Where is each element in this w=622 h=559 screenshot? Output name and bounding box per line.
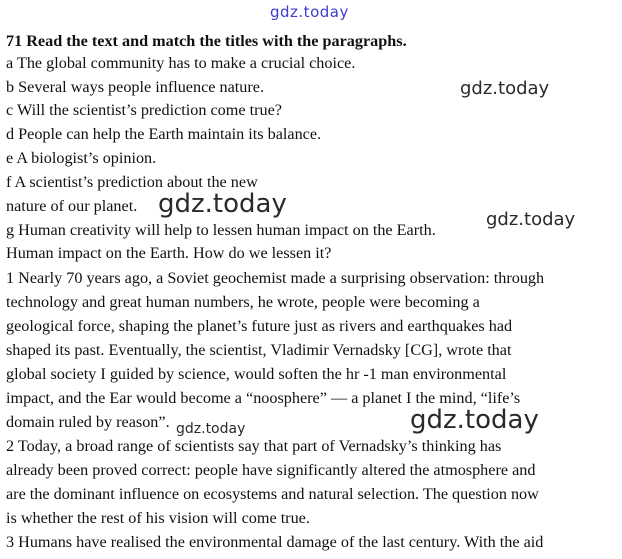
watermark: gdz.today [158, 189, 287, 219]
exercise-heading: 71 Read the text and match the titles with the paragraphs. [6, 32, 407, 50]
article-line: geological force, shaping the planet’s future just as rivers and earthquakes had [6, 317, 513, 335]
title-c: c Will the scientist’s prediction come true? [6, 101, 282, 119]
article-line: shaped its past. Eventually, the scientist, Vladimir Vernadsky [CG], wrote that [6, 341, 512, 359]
article-line: global society I guided by science, would soften the hr -1 man environmental [6, 365, 507, 383]
article-line: are the dominant influence on ecosystems and natural selection. The question now [6, 485, 539, 503]
watermark: gdz.today [176, 421, 246, 437]
title-e: e A biologist’s opinion. [6, 149, 157, 167]
watermark: gdz.today [486, 209, 576, 230]
article-line: already been proved correct: people have significantly altered the atmosphere and [6, 461, 536, 479]
article-line: 3 Humans have realised the environmental damage of the last century. With the aid [6, 533, 544, 551]
article-line: domain ruled by reason”. [6, 413, 170, 431]
watermark: gdz.today [410, 405, 539, 435]
watermark: gdz.today [460, 78, 550, 99]
title-f-continued: nature of our planet. [6, 197, 138, 215]
title-b: b Several ways people influence nature. [6, 78, 264, 96]
title-d: d People can help the Earth maintain its balance. [6, 125, 322, 143]
title-a: a The global community has to make a crucial choice. [6, 54, 356, 72]
article-line: 2 Today, a broad range of scientists say that part of Vernadsky’s thinking has [6, 437, 502, 455]
watermark: gdz.today [270, 3, 349, 21]
article-title: Human impact on the Earth. How do we lessen it? [6, 244, 332, 262]
title-g: g Human creativity will help to lessen human impact on the Earth. [6, 221, 436, 239]
article-line: is whether the rest of his vision will come true. [6, 509, 310, 527]
title-f: f A scientist’s prediction about the new [6, 173, 258, 191]
article-line: 1 Nearly 70 years ago, a Soviet geochemist made a surprising observation: through [6, 269, 545, 287]
article-line: impact, and the Ear would become a “noosphere” — a planet I the mind, “life’s [6, 389, 521, 407]
article-line: technology and great human numbers, he wrote, people were becoming a [6, 293, 480, 311]
